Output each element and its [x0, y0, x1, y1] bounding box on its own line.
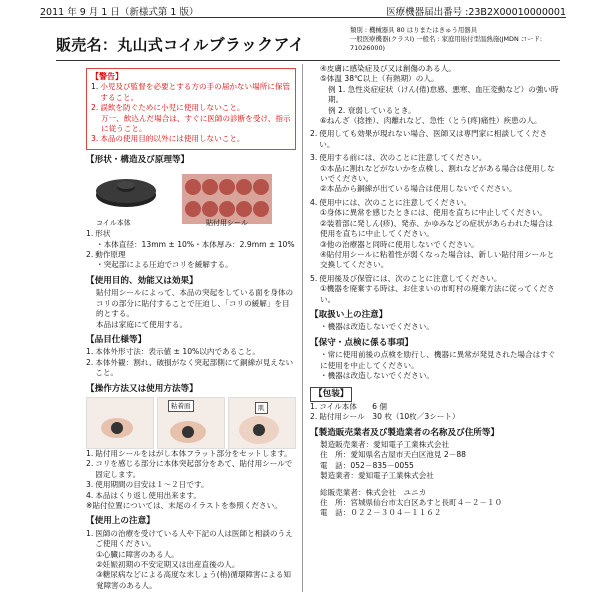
caution-item-text: ①機器を廃棄する時は、お住まいの市町村の廃棄方法に従ってください。 [320, 284, 555, 304]
maintenance-text: ・常に使用前後の点検を励行し、機器に異常が発見された場合はすぐに使用を中止してください。 [320, 350, 556, 370]
maker-line: 住 所：宮城県仙台市太白区あすと長町４－２－１０ [320, 498, 503, 508]
caution-item [310, 153, 560, 163]
package-item: 1. コイル本体 6 個 [310, 401, 388, 411]
maker-line: 電 話：052－835－0055 [320, 460, 414, 470]
caution-item [310, 64, 560, 74]
caution-item: ①心臓に障害のある人。 [96, 549, 179, 559]
caution-item-number: 2. [310, 129, 318, 139]
shape-item: ・本体直径：13mm ± 10%・本体厚み：2.9mm ± 10% [96, 239, 295, 249]
caution-item [310, 164, 560, 185]
caution-item-text: ⑤体温 38℃以上（有熱期）の人。 [320, 74, 439, 84]
spec-item: 1. 本体外形寸法：表示値 ± 10%以内であること。 [86, 347, 261, 357]
title-divider [56, 60, 560, 61]
caution-item-text: ④皮膚に感染症及び又は創傷のある人。 [320, 64, 456, 73]
maker-heading: 【製造販売業者及び製造業者の名称及び住所等】 [310, 427, 500, 438]
caution-item [310, 250, 560, 271]
shape-heading: 【形状・構造及び原理等】 [86, 154, 190, 165]
caution-item-text: 使用する前には、次のことに注意してください。 [319, 153, 487, 163]
caution-item [310, 274, 560, 284]
caution-item: 1. 医師の治療を受けている人や下記の人は医師と相談のうえご使用ください。 [86, 528, 293, 549]
shape-item: ・突起部による圧迫でコリを緩解する。 [96, 260, 233, 270]
caution-item [310, 116, 560, 126]
classification-line: 類別 : 機械器具 80 はりまたはきゅう用器具 [350, 26, 478, 34]
classification-block [350, 26, 560, 53]
caution-item: ②妊娠初期の不安定期又は出産直後の人。 [96, 560, 240, 569]
usage-item: 3. 使用期間の目安は１〜２日です。 [86, 480, 209, 490]
caution-item [310, 208, 560, 218]
warning-item: 1. 小児及び監督を必要とする方の手の届かない場所に保管すること。 [91, 82, 291, 102]
caution-item-text: ②本品から銅線が出ている場合は使用しないでください。 [320, 184, 517, 194]
caution-item [310, 240, 560, 250]
left-column [86, 64, 296, 591]
warning-box [86, 68, 296, 150]
usage-item: 1. 貼付用シールをはがし本体フラット部分をセットします。 [86, 448, 292, 458]
package-heading: 【包装】 [310, 387, 352, 401]
caution-item-number: 5. [310, 273, 318, 283]
title-brand: ブラックアイ [208, 35, 305, 54]
maker-line: 製造業者：愛知電子工業株式会社 [320, 471, 434, 481]
handling-text: ・機器は改造しないでください。 [320, 322, 434, 332]
purpose-text: 本品は家庭にて使用する。 [96, 319, 188, 329]
registration-number: 医療機器届出番号 :23B2X00010000001 [386, 7, 566, 18]
device-label: コイル本体 [96, 219, 131, 228]
header-bar [40, 2, 566, 18]
maintenance-heading: 【保守・点検に係る事項】 [310, 337, 414, 348]
header-divider [40, 17, 566, 18]
product-figures [86, 167, 296, 229]
caution-item [310, 198, 560, 208]
usage-illustration-peel [86, 397, 154, 449]
maker-line: 製造販売業者：愛知電子工業株式会社 [320, 440, 450, 449]
column-divider [302, 64, 303, 592]
caution-item-text: ①本品に割れなどがないかを点検し、割れなどがある場合は使用しないでください。 [320, 163, 555, 184]
caution-item [310, 106, 560, 116]
handling-heading: 【取扱い上の注意】 [310, 309, 388, 320]
caution-item-text: ②装着部に発しん(疹)、発赤、かゆみなどの症状があらわれた場合は使用を直ちに中止してください。 [320, 218, 553, 239]
caution-item [310, 74, 560, 84]
usage-note: ※貼付位置については、末尾のイラストを参照ください。 [86, 500, 282, 510]
caution-item [310, 129, 560, 150]
title-row [56, 24, 560, 58]
maker-line: 電 話：０２２－３０４－１１６２ [320, 508, 442, 518]
caution-item: ③糖尿病などによる高度な末しょう(梢)循環障害による知覚障害のある人。 [96, 570, 291, 590]
caution-item-number: 3. [310, 153, 318, 163]
caution-heading: 【使用上の注意】 [86, 516, 155, 527]
caution-item-text: ④貼付用シールに粘着性が弱くなった場合は、新しい貼付用シールと交換してください。 [320, 249, 555, 270]
package-item: 2. 貼付用シール 30 枚（10枚／3シート） [310, 412, 460, 422]
maintenance-text: ・機器は改造しないでください。 [320, 370, 434, 380]
caution-item [310, 85, 560, 106]
adhesive-tag: 粘着面 [168, 400, 194, 412]
spec-item: 2. 本体外観：割れ、破損がなく突起部側にて銅線が見えないこと。 [86, 357, 294, 378]
usage-illustration-skin [228, 397, 296, 449]
caution-item-text: 例 1. 急性炎症症状（けん(倦)怠感、悪寒、血圧変動など）の強い時期。 [328, 84, 559, 105]
shape-item: 1. 形状 [86, 229, 111, 239]
revision-date: 2011 年 9 月 1 日（新様式第 1 版） [40, 7, 199, 18]
usage-illustration-attach [157, 397, 225, 449]
sheet-label: 貼付用シール [206, 219, 248, 228]
usage-item: 4. 本品はくり返し使用出来ます。 [86, 490, 201, 500]
usage-item: 2. コリを感じる部分に本体突起部分をあて、貼付用シールで固定します。 [86, 459, 293, 479]
shape-item: 2. 動作原理 [86, 250, 126, 260]
caution-item-text: 使用中には、次のことに注意してください。 [319, 197, 472, 207]
caution-item [310, 284, 560, 305]
caution-continued [310, 64, 560, 305]
warning-item: 2. 誤飲を防ぐために小児に使用しないこと。 [91, 103, 245, 113]
title-prefix: 販売名：丸山式コイル [56, 36, 209, 54]
maker-line: 住 所：愛知県名古屋市天白区池見 2－88 [320, 450, 466, 460]
purpose-heading: 【使用目的、効能又は効果】 [86, 275, 198, 286]
caution-item-text: ③他の治療器と同時に使用しないでください。 [320, 239, 479, 249]
classification-line: 一般医療機器(クラスⅠ) 一般名 : 家庭用貼付型温熱施(JMDN コード: 71026000) [350, 35, 543, 52]
caution-item [310, 184, 560, 194]
caution-item-text: 例 2. 衰弱しているとき。 [328, 105, 416, 115]
caution-item-text: 使用後及び保管には、次のことに注意してください。 [319, 273, 502, 283]
caution-item-text: 使用しても効果が現れない場合、医師又は専門家に相談してください。 [319, 129, 548, 149]
caution-item [310, 219, 560, 240]
usage-illustrations [86, 397, 296, 449]
warning-title: 【警告】 [91, 72, 123, 81]
warning-item: 3. 本品の使用目的以外には使用しないこと。 [91, 134, 245, 144]
purpose-text: 貼付用シールによって、本品の突起をしている面を身体のコリの部分に貼付することで圧迫し、「コリの緩解」を目的とする。 [96, 288, 294, 319]
right-column [310, 64, 560, 519]
maker-line: 総販売業者：株式会社 ユニカ [320, 487, 427, 497]
product-title [56, 32, 305, 55]
skin-tag: 肌 [255, 402, 268, 414]
usage-heading: 【操作方法又は使用方法等】 [86, 383, 198, 394]
caution-item-text: ⑥ねんざ（捻挫）、肉離れなど、急性（とう(疼)痛性）疾患の人。 [320, 116, 542, 126]
caution-item-number: 4. [310, 197, 318, 207]
spec-heading: 【品目仕様等】 [86, 334, 147, 345]
caution-item-text: ①身体に異常を感じたときには、使用を直ちに中止してください。 [320, 208, 548, 218]
warning-item: 万一、飲込んだ場合は、すぐに医師の診断を受け、指示に従うこと。 [101, 113, 291, 134]
